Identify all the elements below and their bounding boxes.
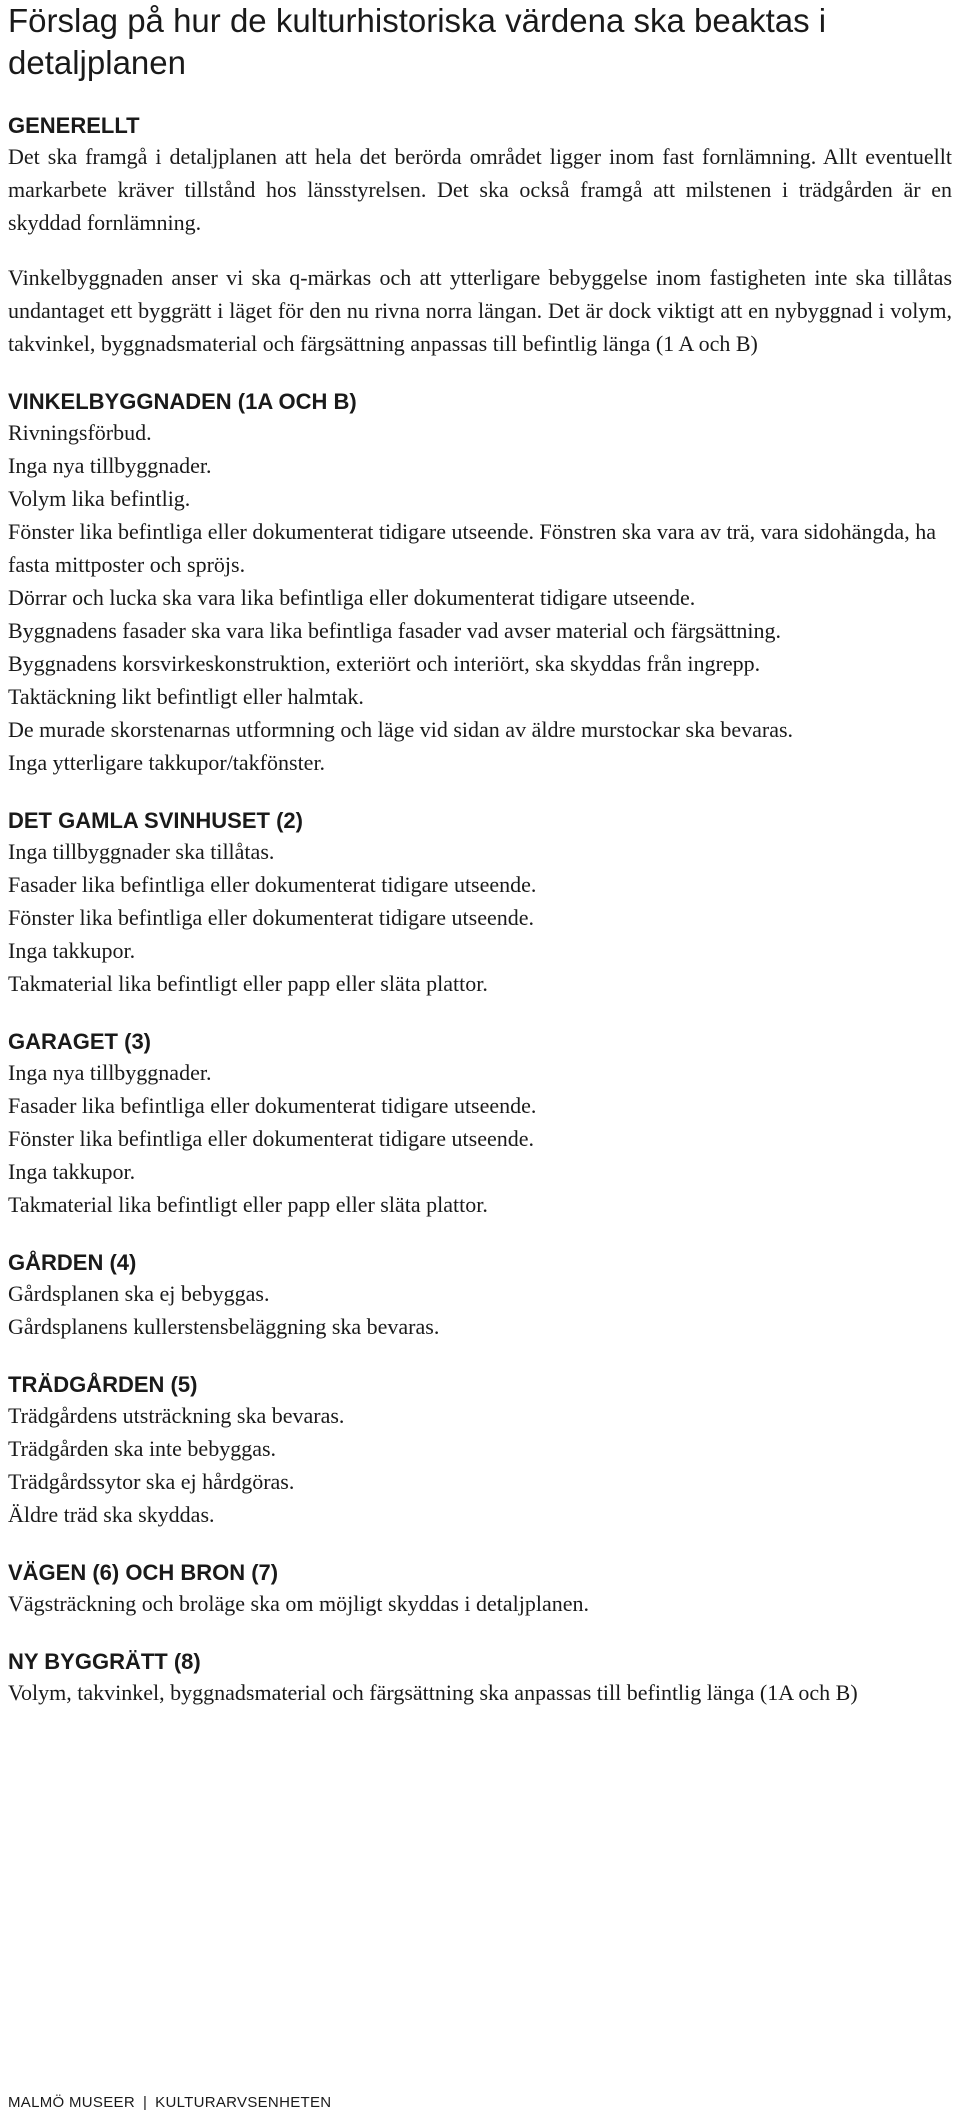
- list-item: De murade skorstenarnas utformning och läge vid sidan av äldre murstockar ska bevaras.: [8, 717, 794, 742]
- list-item: Byggnadens fasader ska vara lika befintliga fasader vad avser material och färgsättning.: [8, 618, 781, 643]
- section-heading: NY BYGGRÄTT (8): [8, 1649, 201, 1674]
- list-item: Inga takkupor.: [8, 1159, 136, 1184]
- list-item: Gårdsplanens kullerstensbeläggning ska bevaras.: [8, 1314, 440, 1339]
- page-footer: [8, 2094, 331, 2112]
- section-heading: VÄGEN (6) OCH BRON (7): [8, 1560, 279, 1585]
- section-heading: GÅRDEN (4): [8, 1250, 137, 1275]
- footer-separator: |: [142, 2094, 148, 2111]
- footer-organization: MALMÖ MUSEER: [8, 2094, 135, 2111]
- paragraph: Det ska framgå i detaljplanen att hela det berörda området ligger inom fast fornlämning. Allt eventuellt markarbete kräver tillstånd hos länsstyrelsen. Det ska också framgå att milstenen i trädgården är en skyddad fornlämning.: [8, 144, 952, 235]
- list-item: Äldre träd ska skyddas.: [8, 1502, 215, 1527]
- list-item: Fönster lika befintliga eller dokumenterat tidigare utseende. Fönstren ska vara av trä, vara sidohängda, ha fasta mittposter och spröjs.: [8, 519, 936, 577]
- section-tradgarden: [8, 1371, 952, 1531]
- list-item: Byggnadens korsvirkeskonstruktion, exteriört och interiört, ska skyddas från ingrepp.: [8, 651, 761, 676]
- list-item: Fönster lika befintliga eller dokumenterat tidigare utseende.: [8, 905, 534, 930]
- list-item: Dörrar och lucka ska vara lika befintliga eller dokumenterat tidigare utseende.: [8, 585, 696, 610]
- section-ny-byggratt: [8, 1648, 952, 1709]
- list-item: Volym lika befintlig.: [8, 486, 191, 511]
- section-svinhuset: [8, 807, 952, 1000]
- paragraph: Vinkelbyggnaden anser vi ska q-märkas och att ytterligare bebyggelse inom fastigheten inte ska tillåtas undantaget ett byggrätt i läget för den nu rivna norra längan. Det är dock viktigt att en nybyggnad i volym, takvinkel, byggnadsmaterial och färgsättning anpassas till befintlig länga (1 A och B): [8, 265, 952, 356]
- list-item: Fasader lika befintliga eller dokumenterat tidigare utseende.: [8, 1093, 537, 1118]
- list-item: Taktäckning likt befintligt eller halmtak.: [8, 684, 364, 709]
- section-vinkelbyggnaden: [8, 388, 952, 779]
- section-heading: DET GAMLA SVINHUSET (2): [8, 808, 303, 833]
- section-heading: TRÄDGÅRDEN (5): [8, 1372, 198, 1397]
- list-item: Inga ytterligare takkupor/takfönster.: [8, 750, 326, 775]
- list-item: Vägsträckning och broläge ska om möjligt skyddas i detaljplanen.: [8, 1591, 590, 1616]
- section-heading: GENERELLT: [8, 113, 140, 138]
- list-item: Trädgårdssytor ska ej hårdgöras.: [8, 1469, 295, 1494]
- footer-department: KULTURARVSENHETEN: [155, 2094, 332, 2111]
- list-item: Inga nya tillbyggnader.: [8, 1060, 212, 1085]
- list-item: Inga nya tillbyggnader.: [8, 453, 212, 478]
- section-heading: VINKELBYGGNADEN (1A OCH B): [8, 389, 357, 414]
- section-heading: GARAGET (3): [8, 1029, 151, 1054]
- section-vagen-och-bron: [8, 1559, 952, 1620]
- document-page: [8, 0, 952, 1709]
- list-item: Takmaterial lika befintligt eller papp eller släta plattor.: [8, 971, 488, 996]
- list-item: Gårdsplanen ska ej bebyggas.: [8, 1281, 270, 1306]
- list-item: Takmaterial lika befintligt eller papp eller släta plattor.: [8, 1192, 488, 1217]
- list-item: Volym, takvinkel, byggnadsmaterial och färgsättning ska anpassas till befintlig länga (1A och B): [8, 1680, 858, 1705]
- section-generellt: [8, 112, 952, 360]
- list-item: Fönster lika befintliga eller dokumenterat tidigare utseende.: [8, 1126, 534, 1151]
- list-item: Trädgården ska inte bebyggas.: [8, 1436, 277, 1461]
- list-item: Inga takkupor.: [8, 938, 136, 963]
- section-garaget: [8, 1028, 952, 1221]
- list-item: Trädgårdens utsträckning ska bevaras.: [8, 1403, 345, 1428]
- page-title: Förslag på hur de kulturhistoriska värdena ska beaktas i detaljplanen: [8, 2, 827, 81]
- section-garden: [8, 1249, 952, 1343]
- list-item: Rivningsförbud.: [8, 420, 152, 445]
- list-item: Fasader lika befintliga eller dokumenterat tidigare utseende.: [8, 872, 537, 897]
- list-item: Inga tillbyggnader ska tillåtas.: [8, 839, 275, 864]
